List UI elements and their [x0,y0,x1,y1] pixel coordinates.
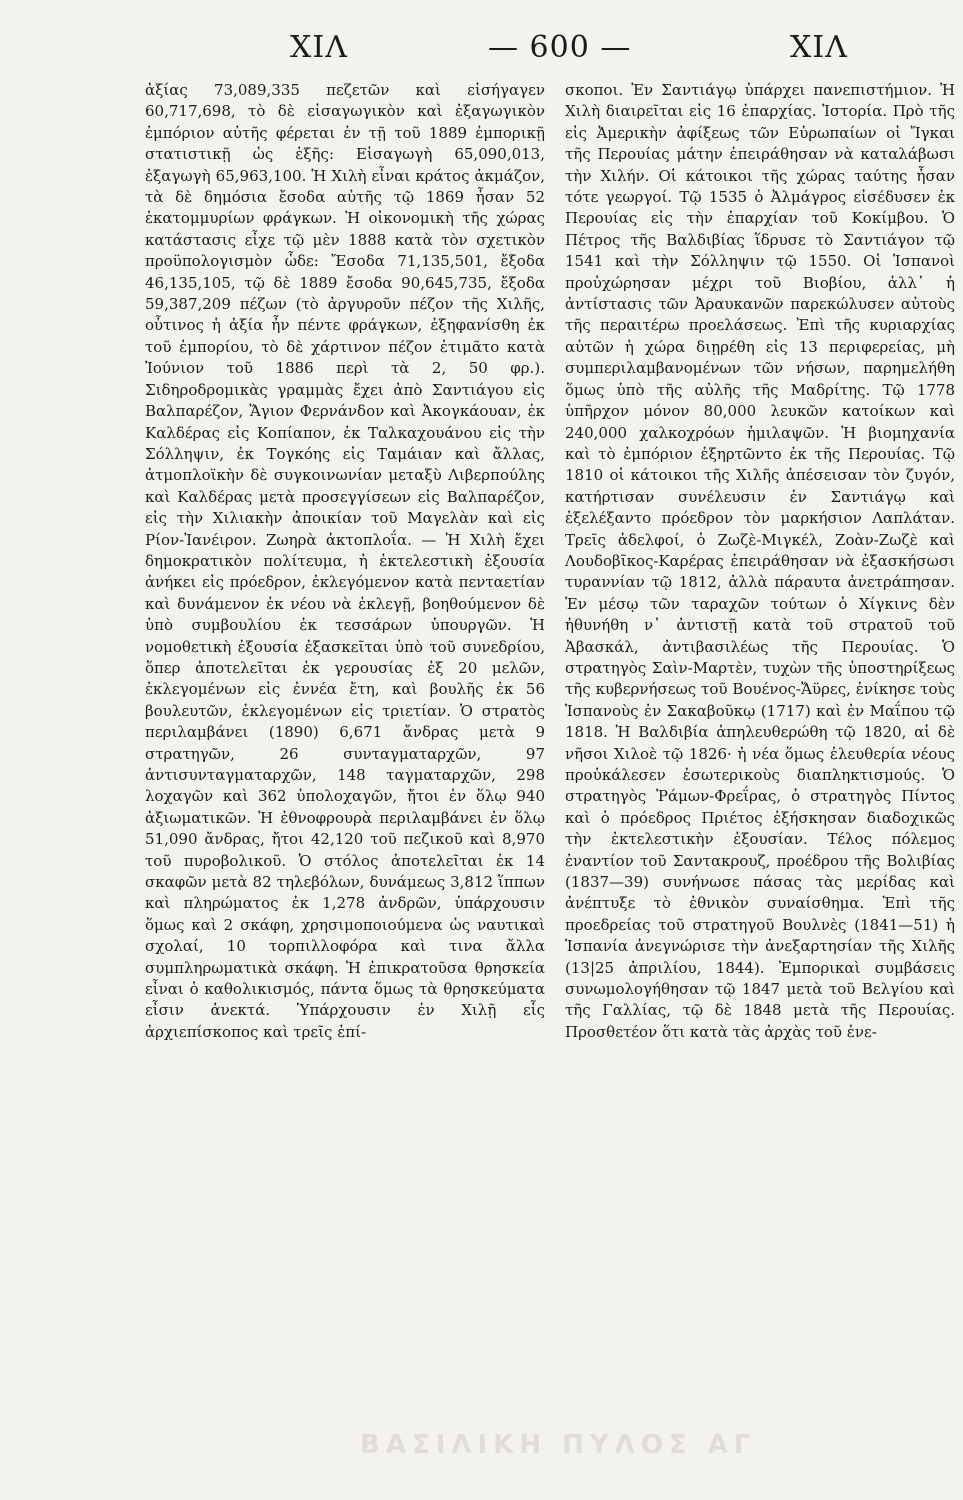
left-column [145,80,545,1043]
header-right-title: ΧΙΛ [790,30,848,65]
left-column-text: ἀξίας 73,089,335 πεζετῶν καὶ εἰσήγαγεν 60,717,698, τὸ δὲ εἰσαγωγικὸν καὶ ἐξαγωγικὸν ἐμπόριον αὐτῆς φέρεται ἐν τῇ τοῦ 1889 ἐμπορικῇ στατιστικῇ ὡς ἑξῆς: Εἰσαγωγὴ 65,090,013, ἐξαγωγὴ 65,963,100. Ἡ Χιλὴ εἶναι κράτος ἀκμάζον, τὰ δὲ δημόσια ἔσοδα αὐτῆς τῷ 1869 ἦσαν 52 ἑκατομμυρίων φράγκων. Ἡ οἰκονομικὴ τῆς χώρας κατάστασις εἶχε τῷ μὲν 1888 κατὰ τὸν σχετικὸν προϋπολογισμὸν ὧδε: Ἔσοδα 71,135,501, ἔξοδα 46,135,105, τῷ δὲ 1889 ἔσοδα 90,645,735, ἔξοδα 59,387,209 πέζων (τὸ ἀργυροῦν πέζον τῆς Χιλῆς, οὗτινος ἡ ἀξία ἦν πέντε φράγκων, ἐξηφανίσθη ἐκ τοῦ ἐμπορίου, τὸ δὲ χάρτινον πέζον ἐτιμᾶτο κατὰ Ἰούνιον τοῦ 1886 περὶ τὰ 2, 50 φρ.). Σιδηροδρομικὰς γραμμὰς ἔχει ἀπὸ Σαντιάγου εἰς Βαλπαρέζον, Ἅγιον Φερνάνδον καὶ Ἀκογκάουαν, ἐκ Καλδέρας εἰς Κοπίαπον, ἐκ Ταλκαχουάνου εἰς τὴν Σόλληψιν, ἐκ Τογκόης εἰς Ταμάιαν καὶ ἄλλας, ἀτμοπλοϊκὴν δὲ συγκοινωνίαν μεταξὺ Λιβερπούλης καὶ Καλδέρας μετὰ προσεγγίσεων εἰς Βαλπαρέζον, εἰς τὴν Χιλιακὴν ἀποικίαν τοῦ Μαγελὰν καὶ εἰς Ρίον-Ἰανέιρον. Ζωηρὰ ἀκτοπλοΐα. — Ἡ Χιλὴ ἔχει δημοκρατικὸν πολίτευμα, ἡ ἐκτελεστικὴ ἐξουσία ἀνήκει εἰς πρόεδρον, ἐκλεγόμενον κατὰ πενταετίαν καὶ δυνάμενον ἐκ νέου νὰ ἐκλεγῇ, βοηθούμενον δὲ ὑπὸ συμβουλίου ἐκ τεσσάρων ὑπουργῶν. Ἡ νομοθετικὴ ἐξουσία ἐξασκεῖται ὑπὸ τοῦ συνεδρίου, ὅπερ ἀποτελεῖται ἐκ γερουσίας ἐξ 20 μελῶν, ἐκλεγομένων εἰς ἐννέα ἔτη, καὶ βουλῆς ἐκ 56 βουλευτῶν, ἐκλεγομένων εἰς τριετίαν. Ὁ στρατὸς περιλαμβάνει (1890) 6,671 ἄνδρας μετὰ 9 στρατηγῶν, 26 συνταγματαρχῶν, 97 ἀντισυνταγματαρχῶν, 148 ταγματαρχῶν, 298 λοχαγῶν καὶ 362 ὑπολοχαγῶν, ἤτοι ἐν ὅλῳ 940 ἀξιωματικῶν. Ἡ ἐθνοφρουρὰ περιλαμβάνει ἐν ὅλῳ 51,090 ἄνδρας, ἤτοι 42,120 τοῦ πεζικοῦ καὶ 8,970 τοῦ πυροβολικοῦ. Ὁ στόλος ἀποτελεῖται ἐκ 14 σκαφῶν μετὰ 82 τηλεβόλων, δυνάμεως 3,812 ἵππων καὶ πληρώματος ἐκ 1,278 ἀνδρῶν, ὑπάρχουσιν ὅμως καὶ 2 σκάφη, χρησιμοποιούμενα ὡς ναυτικαὶ σχολαί, 10 τορπιλλοφόρα καὶ τινα ἄλλα συμπληρωματικὰ σκάφη. Ἡ ἐπικρατοῦσα θρησκεία εἶναι ὁ καθολικισμός, πάντα ὅμως τὰ θρησκεύματα εἶσιν ἀνεκτά. Ὑπάρχουσιν ἐν Χιλῇ εἷς ἀρχιεπίσκοπος καὶ τρεῖς ἐπί- [145,81,545,1041]
library-watermark: ΒΑΣΙΛΙΚΗ ΠΥΛΟΣ ΑΓ [360,1430,757,1460]
right-column-text: σκοποι. Ἐν Σαντιάγῳ ὑπάρχει πανεπιστήμιον. Ἡ Χιλὴ διαιρεῖται εἰς 16 ἐπαρχίας. Ἱστορία. Πρὸ τῆς εἰς Ἀμερικὴν ἀφίξεως τῶν Εὐρωπαίων οἱ Ἴγκαι τῆς Περουίας μάτην ἐπειράθησαν νὰ καταλάβωσι τὴν Χιλήν. Οἱ κάτοικοι τῆς χώρας ταύτης ἦσαν τότε γεωργοί. Τῷ 1535 ὁ Ἀλμάγρος εἰσέδυσεν ἐκ Περουίας εἰς τὴν ἐπαρχίαν τοῦ Κοκίμβου. Ὁ Πέτρος τῆς Βαλδιβίας ἵδρυσε τὸ Σαντιάγον τῷ 1541 καὶ τὴν Σόλληψιν τῷ 1550. Οἱ Ἱσπανοὶ προὐχώρησαν μέχρι τοῦ Βιοβίου, ἀλλ᾽ ἡ ἀντίστασις τῶν Ἀραυκανῶν παρεκώλυσεν αὐτοὺς τῆς περαιτέρω προελάσεως. Ἐπὶ τῆς κυριαρχίας αὐτῶν ἡ χώρα διῃρέθη εἰς 13 περιφερείας, μὴ συμπεριλαμβανομένων τῶν νήσων, παρημελήθη ὅμως ὑπὸ τῆς αὐλῆς τῆς Μαδρίτης. Τῷ 1778 ὑπῆρχον μόνον 80,000 λευκῶν κατοίκων καὶ 240,000 χαλκοχρόων ἡμιλαψῶν. Ἡ βιομηχανία καὶ τὸ ἐμπόριον ἐξηρτῶντο ἐκ τῆς Περουίας. Τῷ 1810 οἱ κάτοικοι τῆς Χιλῆς ἀπέσεισαν τὸν ζυγόν, κατήρτισαν συνέλευσιν ἐν Σαντιάγῳ καὶ ἐξελέξαντο πρόεδρον τὸν μαρκήσιον Λαπλάταν. Τρεῖς ἀδελφοί, ὁ Ζωζὲ-Μιγκέλ, Ζοὰν-Ζωζὲ καὶ Λουδοβῖκος-Καρέρας ἐπειράθησαν νὰ ἐξασκήσωσι τυραννίαν τῷ 1812, ἀλλὰ πάραυτα ἀνετράπησαν. Ἐν μέσῳ τῶν ταραχῶν τούτων ὁ Χίγκινς δὲν ἠθυνήθη ν᾽ ἀντιστῇ κατὰ τοῦ στρατοῦ τοῦ Ἀβασκάλ, ἀντιβασιλέως τῆς Περουίας. Ὁ στρατηγὸς Σαὶν-Μαρτὲν, τυχὼν τῆς ὑποστηρίξεως τῆς κυβερνήσεως τοῦ Βουένος-Ἄϋρες, ἐνίκησε τοὺς Ἱσπανοὺς ἐν Σακαβοῦκῳ (1717) καὶ ἐν Μαΐπου τῷ 1818. Ἡ Βαλδιβία ἀπηλευθερώθη τῷ 1820, αἱ δὲ νῆσοι Χιλοὲ τῷ 1826· ἡ νέα ὅμως ἐλευθερία νέους προὐκάλεσεν ἐσωτερικοὺς διαπληκτισμούς. Ὁ στρατηγὸς Ῥάμων-Φρεΐρας, ὁ στρατηγὸς Πίντος καὶ ὁ πρόεδρος Πριέτος ἐξήσκησαν διαδοχικῶς τὴν ἐκτελεστικὴν ἐξουσίαν. Τέλος πόλεμος ἐναντίον τοῦ Σαντακρουζ, προέδρου τῆς Βολιβίας (1837—39) συνήνωσε πάσας τὰς μερίδας καὶ ἀνέπτυξε τὸ ἐθνικὸν συναίσθημα. Ἐπὶ τῆς προεδρείας τοῦ στρατηγοῦ Βουλνὲς (1841—51) ἡ Ἱσπανία ἀνεγνώρισε τὴν ἀνεξαρτησίαν τῆς Χιλῆς (13|25 ἀπριλίου, 1844). Ἐμπορικαὶ συμβάσεις συνωμολογήθησαν τῷ 1847 μετὰ τοῦ Βελγίου καὶ τῆς Γαλλίας, τῷ δὲ 1848 μετὰ τῆς Περουίας. Προσθετέον ὅτι κατὰ τὰς ἀρχὰς τοῦ ἐνε- [565,81,955,1041]
header-left-title: ΧΙΛ [290,30,348,65]
page-number: — 600 — [488,30,632,65]
right-column [565,80,955,1043]
